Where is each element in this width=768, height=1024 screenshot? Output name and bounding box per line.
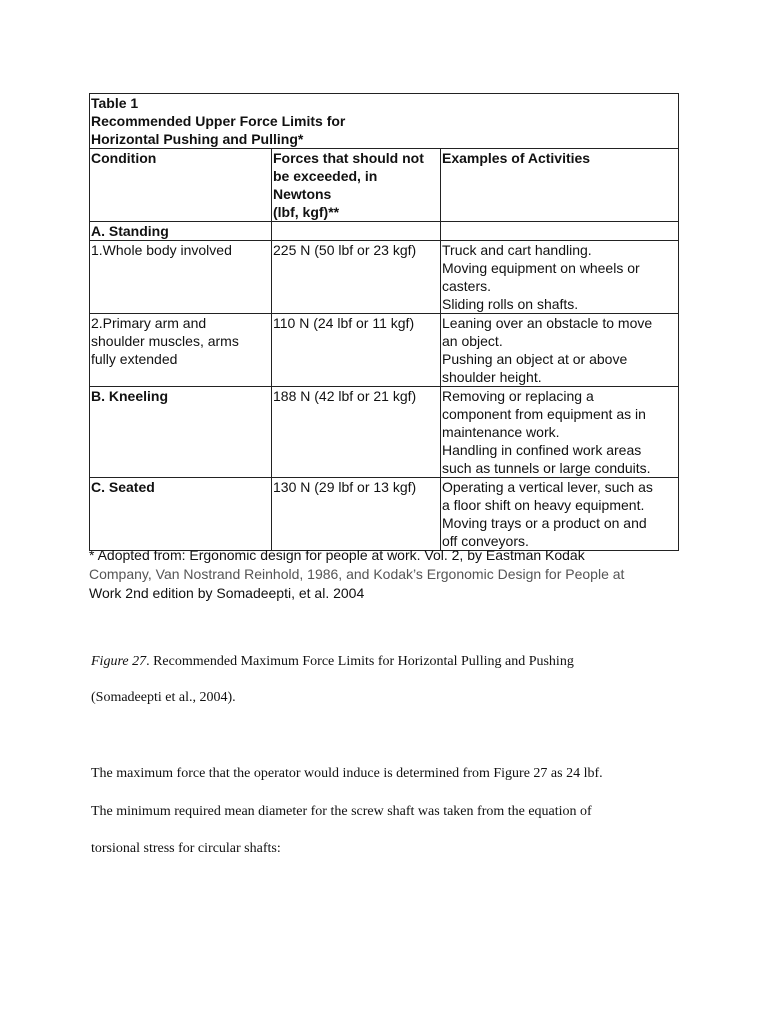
example-line: an object. — [442, 333, 503, 349]
footnote-line: Work 2nd edition by Somadeepti, et al. 2004 — [89, 585, 365, 601]
condition-line: 2.Primary arm and — [91, 315, 207, 331]
example-line: Sliding rolls on shafts. — [442, 296, 579, 312]
condition-cell — [90, 387, 272, 478]
table-row — [90, 387, 679, 478]
condition-line: fully extended — [91, 351, 178, 367]
table-title — [90, 94, 679, 149]
example-line: such as tunnels or large conduits. — [442, 460, 651, 476]
paragraph-line: The maximum force that the operator would induce is determined from Figure 27 as 24 lbf. — [91, 766, 603, 781]
examples-cell — [441, 478, 679, 551]
empty-cell — [272, 222, 441, 241]
example-line: Truck and cart handling. — [442, 242, 592, 258]
example-line: shoulder height. — [442, 369, 542, 385]
example-line: Moving equipment on wheels or — [442, 260, 640, 276]
footnote-line: Company, Van Nostrand Reinhold, 1986, and Kodak’s Ergonomic Design for People at — [89, 566, 625, 582]
force-cell: 130 N (29 lbf or 13 kgf) — [272, 478, 441, 551]
header-forces-line: be exceeded, in — [273, 168, 378, 184]
force-limits-table — [89, 93, 679, 551]
condition-line: 1.Whole body involved — [91, 242, 232, 258]
example-line: maintenance work. — [442, 424, 560, 440]
condition-line: B. Kneeling — [91, 388, 169, 404]
examples-cell — [441, 314, 679, 387]
condition-line: shoulder muscles, arms — [91, 333, 239, 349]
table-row — [90, 314, 679, 387]
paragraph-line: The minimum required mean diameter for the screw shaft was taken from the equation of — [91, 804, 592, 819]
footnote-line: * Adopted from: Ergonomic design for people at work. Vol. 2, by Eastman Kodak — [89, 547, 585, 563]
table-title-line: Horizontal Pushing and Pulling* — [91, 131, 304, 147]
condition-cell — [90, 314, 272, 387]
example-line: Leaning over an obstacle to move — [442, 315, 653, 331]
example-line: Removing or replacing a — [442, 388, 594, 404]
figure-caption-text: . Recommended Maximum Force Limits for Horizontal Pulling and Pushing — [146, 654, 574, 669]
table-row — [90, 478, 679, 551]
example-line: Pushing an object at or above — [442, 351, 628, 367]
table-title-line: Table 1 — [91, 95, 139, 111]
table-row — [90, 241, 679, 314]
example-line: a floor shift on heavy equipment. — [442, 497, 645, 513]
force-cell: 225 N (50 lbf or 23 kgf) — [272, 241, 441, 314]
figure-caption-citation: (Somadeepti et al., 2004). — [91, 690, 236, 705]
paragraph-line: torsional stress for circular shafts: — [91, 841, 281, 856]
header-forces-line: Newtons — [273, 186, 332, 202]
table-header-row — [90, 149, 679, 222]
header-forces-line: Forces that should not — [273, 150, 424, 166]
example-line: casters. — [442, 278, 492, 294]
condition-cell — [90, 241, 272, 314]
examples-cell — [441, 387, 679, 478]
condition-line: C. Seated — [91, 479, 155, 495]
figure-caption — [91, 653, 711, 671]
figure-label: Figure 27 — [91, 654, 147, 669]
example-line: off conveyors. — [442, 533, 529, 549]
header-examples: Examples of Activities — [441, 149, 679, 222]
table-footnote — [89, 546, 689, 603]
example-line: Handling in confined work areas — [442, 442, 642, 458]
section-label-standing: A. Standing — [90, 222, 272, 241]
force-limits-table-container — [89, 93, 678, 551]
header-forces — [272, 149, 441, 222]
examples-cell — [441, 241, 679, 314]
header-condition: Condition — [90, 149, 272, 222]
empty-cell — [441, 222, 679, 241]
header-forces-line: (lbf, kgf)** — [273, 204, 340, 220]
force-cell: 110 N (24 lbf or 11 kgf) — [272, 314, 441, 387]
example-line: component from equipment as in — [442, 406, 646, 422]
section-row-standing — [90, 222, 679, 241]
table-title-line: Recommended Upper Force Limits for — [91, 113, 346, 129]
example-line: Moving trays or a product on and — [442, 515, 647, 531]
condition-cell — [90, 478, 272, 551]
table-title-row — [90, 94, 679, 149]
example-line: Operating a vertical lever, such as — [442, 479, 653, 495]
force-cell: 188 N (42 lbf or 21 kgf) — [272, 387, 441, 478]
